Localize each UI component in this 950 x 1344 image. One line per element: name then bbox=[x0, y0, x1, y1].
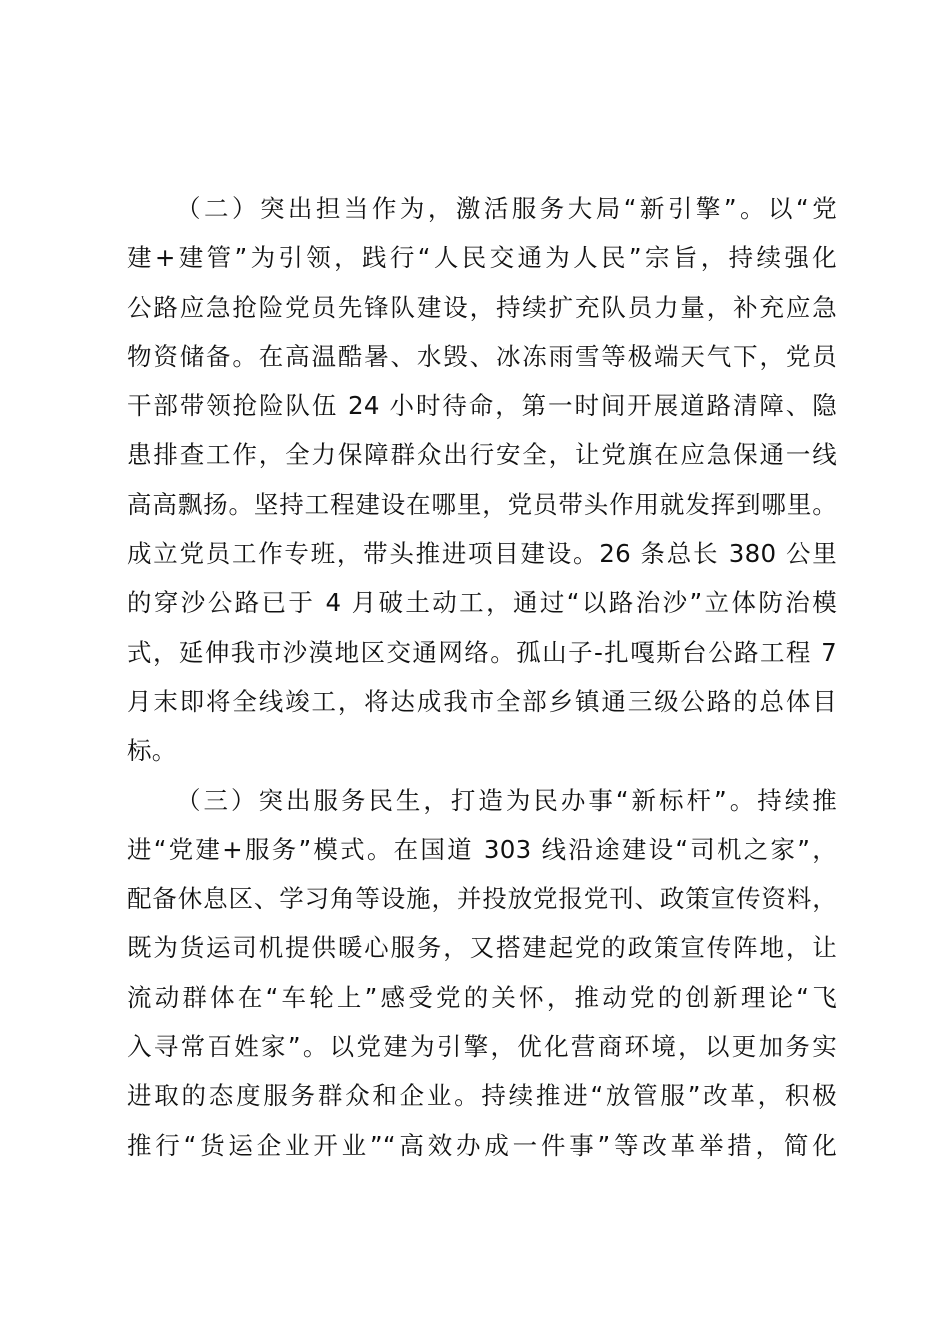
text-line: 物资储备。在高温酷暑、水毁、冰冻雨雪等极端天气下，党员 bbox=[127, 341, 837, 371]
text-line: 流动群体在“车轮上”感受党的关怀，推动党的创新理论“飞 bbox=[127, 982, 837, 1012]
text-line: 式，延伸我市沙漠地区交通网络。孤山子-扎嘎斯台公路工程 7 bbox=[127, 637, 837, 667]
text-line: 入寻常百姓家”。以党建为引擎，优化营商环境，以更加务实 bbox=[127, 1032, 837, 1062]
text-line: 进“党建+服务”模式。在国道 303 线沿途建设“司机之家”， bbox=[127, 834, 837, 864]
text-line: 成立党员工作专班，带头推进项目建设。26 条总长 380 公里 bbox=[127, 539, 837, 569]
text-line: 高高飘扬。坚持工程建设在哪里，党员带头作用就发挥到哪里。 bbox=[127, 489, 837, 519]
text-line: 推行“货运企业开业”“高效办成一件事”等改革举措，简化 bbox=[127, 1130, 837, 1160]
text-line: 既为货运司机提供暖心服务，又搭建起党的政策宣传阵地，让 bbox=[127, 933, 837, 963]
text-line: 月末即将全线竣工，将达成我市全部乡镇通三级公路的总体目 bbox=[127, 686, 837, 716]
text-line: 干部带领抢险队伍 24 小时待命，第一时间开展道路清障、隐 bbox=[127, 391, 837, 421]
text-line: 配备休息区、学习角等设施，并投放党报党刊、政策宣传资料， bbox=[127, 884, 837, 914]
document-body bbox=[127, 184, 837, 1170]
text-line: 标。 bbox=[127, 736, 177, 766]
text-line: 进取的态度服务群众和企业。持续推进“放管服”改革，积极 bbox=[127, 1081, 837, 1111]
paragraph-section-2 bbox=[127, 184, 837, 776]
text-line: 公路应急抢险党员先锋队建设，持续扩充队员力量，补充应急 bbox=[127, 292, 837, 322]
text-line: 建+建管”为引领，践行“人民交通为人民”宗旨，持续强化 bbox=[127, 243, 837, 273]
paragraph-section-3 bbox=[127, 776, 837, 1170]
text-line: 患排查工作，全力保障群众出行安全，让党旗在应急保通一线 bbox=[127, 440, 837, 470]
text-line: 的穿沙公路已于 4 月破土动工，通过“以路治沙”立体防治模 bbox=[127, 588, 837, 618]
text-line: （三）突出服务民生，打造为民办事“新标杆”。持续推 bbox=[176, 785, 837, 815]
text-line: （二）突出担当作为，激活服务大局“新引擎”。以“党 bbox=[176, 194, 837, 223]
